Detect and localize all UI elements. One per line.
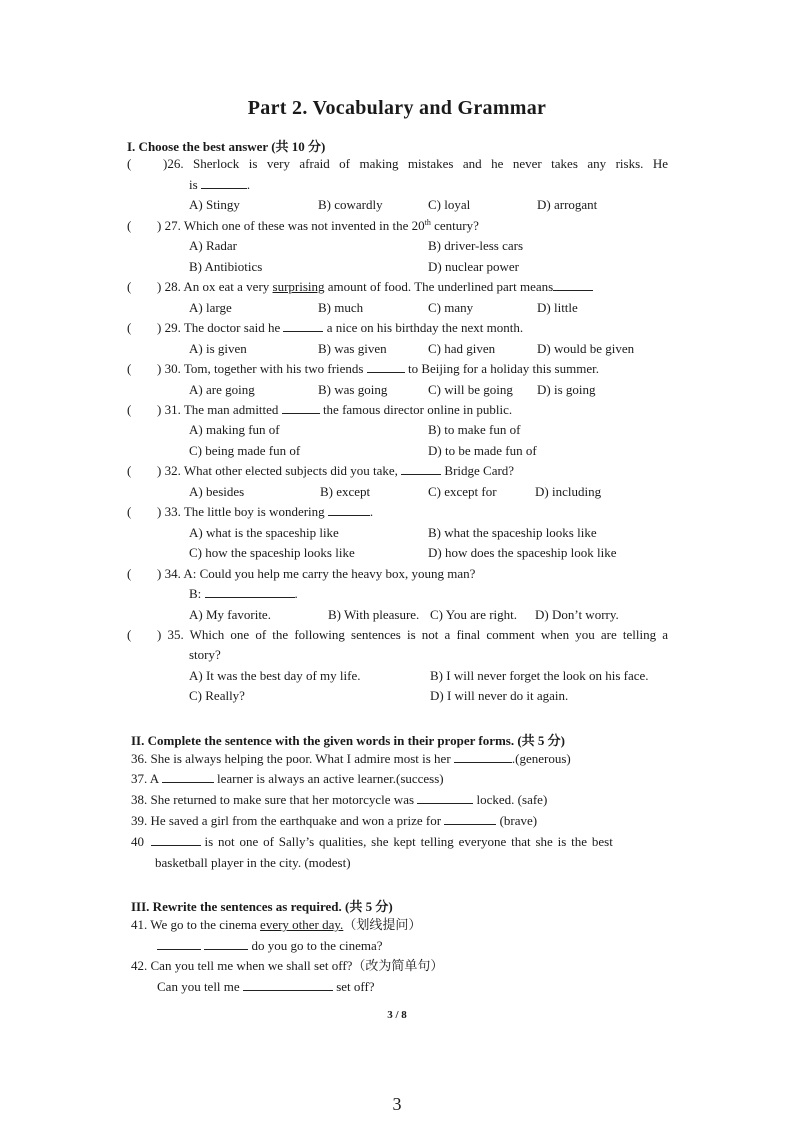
q40-line bbox=[131, 834, 668, 850]
q28-stem-post: amount of food. The underlined part means bbox=[324, 279, 554, 294]
answer-paren: ( bbox=[127, 402, 132, 417]
q32-option-c: C) except for bbox=[428, 484, 497, 499]
answer-paren: ( bbox=[127, 156, 132, 171]
q30-option-a: A) are going bbox=[189, 382, 255, 397]
q32-stem bbox=[157, 463, 514, 479]
q28-option-b: B) much bbox=[318, 300, 364, 315]
q42-answer-post: set off? bbox=[336, 979, 375, 994]
q30-stem bbox=[157, 361, 599, 377]
q29-stem-pre: ) 29. The doctor said he bbox=[157, 320, 281, 335]
q26-option-a: A) Stingy bbox=[189, 197, 240, 212]
q33-stem-pre: ) 33. The little boy is wondering bbox=[157, 504, 325, 519]
q35-option-b: B) I will never forget the look on his face. bbox=[430, 668, 649, 683]
section-3-heading: III. Rewrite the sentences as required. (共 5 分) bbox=[131, 899, 393, 914]
q31-option-c: C) being made fun of bbox=[189, 443, 301, 458]
q30-option-b: B) was going bbox=[318, 382, 388, 397]
answer-paren: ( bbox=[127, 279, 132, 294]
q38-number: 38. bbox=[131, 792, 148, 807]
q28-stem-pre: ) 28. An ox eat a very bbox=[157, 279, 273, 294]
q30-stem-pre: ) 30. Tom, together with his two friends bbox=[157, 361, 364, 376]
q26-option-d: D) arrogant bbox=[537, 197, 598, 212]
q41-note: （划线提问） bbox=[343, 917, 422, 932]
q28-option-c: C) many bbox=[428, 300, 474, 315]
q36-text: She is always helping the poor. What I admire most is her bbox=[150, 751, 451, 766]
answer-blank bbox=[204, 938, 248, 950]
q39-text-pre: He saved a girl from the earthquake and won a prize for bbox=[150, 813, 442, 828]
q31-stem bbox=[157, 402, 512, 418]
q32-option-b: B) except bbox=[320, 484, 371, 499]
answer-blank bbox=[282, 402, 320, 414]
answer-blank bbox=[444, 813, 496, 825]
answer-blank bbox=[283, 320, 323, 332]
q38-line bbox=[131, 792, 547, 808]
answer-paren: ( bbox=[127, 566, 132, 581]
answer-paren: ( bbox=[127, 361, 132, 376]
q28-underlined-word: surprising bbox=[272, 279, 325, 294]
q27-option-c: B) Antibiotics bbox=[189, 259, 263, 274]
q27-stem bbox=[157, 218, 479, 234]
answer-blank bbox=[151, 834, 201, 846]
q31-stem-post: the famous director online in public. bbox=[322, 402, 513, 417]
q32-option-a: A) besides bbox=[189, 484, 245, 499]
q31-stem-pre: ) 31. The man admitted bbox=[157, 402, 279, 417]
q39-line bbox=[131, 813, 537, 829]
q32-stem-pre: ) 32. What other elected subjects did you take, bbox=[157, 463, 398, 478]
q34-b-label: B: bbox=[189, 586, 202, 601]
q42-answer-pre: Can you tell me bbox=[157, 979, 240, 994]
answer-blank bbox=[417, 792, 473, 804]
q37-text-pre: A bbox=[149, 771, 159, 786]
q33-option-c: C) how the spaceship looks like bbox=[189, 545, 355, 560]
answer-blank bbox=[367, 361, 405, 373]
q29-stem bbox=[157, 320, 523, 336]
q31-option-b: B) to make fun of bbox=[428, 422, 521, 437]
q29-option-c: C) had given bbox=[428, 341, 496, 356]
q38-text-post: locked. (safe) bbox=[476, 792, 548, 807]
q27-stem-post: century? bbox=[430, 218, 479, 233]
q34-option-d: D) Don’t worry. bbox=[535, 607, 619, 622]
answer-blank bbox=[201, 177, 247, 189]
q29-option-a: A) is given bbox=[189, 341, 247, 356]
q35-option-a: A) It was the best day of my life. bbox=[189, 668, 361, 683]
q29-option-b: B) was given bbox=[318, 341, 387, 356]
answer-paren: ( bbox=[127, 463, 132, 478]
q39-text-post: (brave) bbox=[499, 813, 538, 828]
q36-hint: .(generous) bbox=[511, 751, 571, 766]
q33-option-b: B) what the spaceship looks like bbox=[428, 525, 597, 540]
q40-number: 40 bbox=[131, 834, 144, 849]
q26-option-b: B) cowardly bbox=[318, 197, 383, 212]
section-2-heading: II. Complete the sentence with the given words in their proper forms. (共 5 分) bbox=[131, 733, 566, 748]
page-number: 3 bbox=[392, 1094, 402, 1114]
q37-line bbox=[131, 771, 444, 787]
q37-number: 37. bbox=[131, 771, 148, 786]
q32-stem-post: Bridge Card? bbox=[444, 463, 515, 478]
q41-underlined: every other day. bbox=[260, 917, 344, 932]
q29-option-d: D) would be given bbox=[537, 341, 635, 356]
q40-text: is not one of Sally’s qualities, she kept telling everyone that she is the best bbox=[204, 834, 613, 849]
q35-option-c: C) Really? bbox=[189, 688, 245, 703]
q27-stem-sup: th bbox=[424, 218, 431, 227]
q34-option-c: C) You are right. bbox=[430, 607, 518, 622]
page-counter: 3 / 8 bbox=[387, 1009, 407, 1021]
q34-b-post: . bbox=[294, 586, 298, 601]
section-1-heading: I. Choose the best answer (共 10 分) bbox=[127, 139, 326, 154]
q33-option-a: A) what is the spaceship like bbox=[189, 525, 339, 540]
q41-text-pre: We go to the cinema bbox=[150, 917, 261, 932]
q36-number: 36. bbox=[131, 751, 148, 766]
q31-option-d: D) to be made fun of bbox=[428, 443, 537, 458]
q42-number: 42. bbox=[131, 958, 148, 973]
page-title: Part 2. Vocabulary and Grammar bbox=[247, 97, 547, 119]
q41-line bbox=[131, 917, 421, 933]
answer-paren: ( bbox=[127, 627, 132, 642]
answer-blank bbox=[328, 504, 370, 516]
q41-number: 41. bbox=[131, 917, 148, 932]
answer-paren: ( bbox=[127, 504, 132, 519]
q34-stem: ) 34. A: Could you help me carry the heavy box, young man? bbox=[157, 566, 476, 581]
answer-paren: ( bbox=[127, 218, 132, 233]
q28-option-d: D) little bbox=[537, 300, 578, 315]
q35-option-d: D) I will never do it again. bbox=[430, 688, 569, 703]
q35-stem: ) 35. Which one of the following sentences is not a final comment when you are telling a bbox=[157, 627, 668, 642]
q30-option-c: C) will be going bbox=[428, 382, 513, 397]
answer-paren: ( bbox=[127, 320, 132, 335]
q34-option-b: B) With pleasure. bbox=[328, 607, 420, 622]
q26-stem: )26. Sherlock is very afraid of making mistakes and he never takes any risks. He bbox=[163, 156, 668, 171]
answer-blank bbox=[243, 979, 333, 991]
q39-number: 39. bbox=[131, 813, 148, 828]
q27-option-d: D) nuclear power bbox=[428, 259, 519, 274]
q42-text: Can you tell me when we shall set off?（改为简单句） bbox=[150, 958, 444, 973]
q42-line bbox=[131, 958, 443, 974]
q26-stem-line2 bbox=[189, 177, 250, 193]
q42-answer-line bbox=[157, 979, 375, 995]
q33-stem bbox=[157, 504, 373, 520]
q32-option-d: D) including bbox=[535, 484, 602, 499]
answer-blank bbox=[205, 586, 295, 598]
q38-text-pre: She returned to make sure that her motorcycle was bbox=[150, 792, 415, 807]
q30-stem-post: to Beijing for a holiday this summer. bbox=[407, 361, 599, 376]
q26-option-c: C) loyal bbox=[428, 197, 471, 212]
q41-answer-post: do you go to the cinema? bbox=[251, 938, 383, 953]
answer-blank bbox=[162, 771, 214, 783]
q34-option-a: A) My favorite. bbox=[189, 607, 271, 622]
q30-option-d: D) is going bbox=[537, 382, 596, 397]
answer-blank bbox=[454, 751, 512, 763]
q28-stem bbox=[157, 279, 593, 295]
q33-option-d: D) how does the spaceship look like bbox=[428, 545, 617, 560]
q28-option-a: A) large bbox=[189, 300, 232, 315]
q27-stem-pre: ) 27. Which one of these was not invented in the 20 bbox=[157, 218, 425, 233]
q31-option-a: A) making fun of bbox=[189, 422, 280, 437]
answer-blank bbox=[553, 279, 593, 291]
answer-blank bbox=[401, 463, 441, 475]
q29-stem-post: a nice on his birthday the next month. bbox=[326, 320, 524, 335]
q41-answer-line bbox=[157, 938, 383, 954]
q34-response-line bbox=[189, 586, 298, 602]
q40-line2: basketball player in the city. (modest) bbox=[155, 855, 351, 870]
q26-stem-pre: is bbox=[189, 177, 198, 192]
answer-blank bbox=[157, 938, 201, 950]
q36-line bbox=[131, 751, 571, 767]
q26-stem-post: . bbox=[246, 177, 251, 192]
q35-stem-line2: story? bbox=[189, 647, 221, 662]
q33-stem-post: . bbox=[369, 504, 374, 519]
q27-option-b: B) driver-less cars bbox=[428, 238, 524, 253]
q37-text-post: learner is always an active learner.(success) bbox=[216, 771, 444, 786]
q27-option-a: A) Radar bbox=[189, 238, 238, 253]
